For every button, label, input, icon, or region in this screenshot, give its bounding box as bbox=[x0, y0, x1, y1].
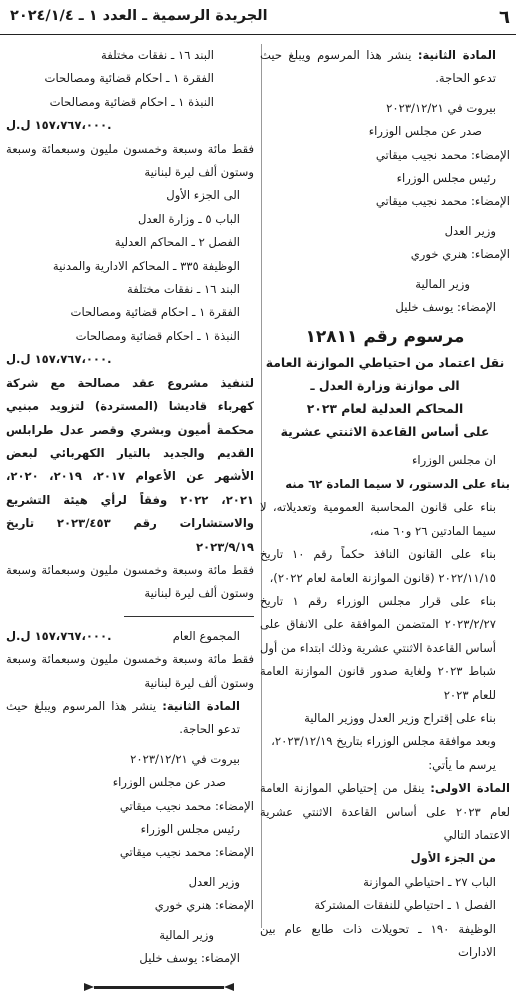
total-amount-value: ١٥٧،٧٦٧،٠٠٠ bbox=[34, 628, 108, 643]
decree-subtitle-1: نقل اعتماد من احتياطي الموازنة العامة bbox=[265, 355, 505, 371]
left-column bbox=[6, 44, 254, 966]
basis-accounting-law: بناء على قانون المحاسبة العمومية وتعديلاته، لا سيما المادتين ٢٦ و٦٠ منه، bbox=[260, 500, 496, 538]
place-date-left: بيروت في ٢٠٢٣/١٢/٢١ bbox=[130, 751, 240, 766]
basis-law-10: بناء على القانون النافذ حكماً رقم ١٠ تاريخ ٢٠٢٢/١١/١٥ (قانون الموازنة العامة لعام ٢٠٢٢)، bbox=[260, 547, 496, 585]
paragraph-1-b: الفقرة ١ ـ احكام قضائية ومصالحات bbox=[70, 305, 240, 320]
signature-finance-left: الإمضاء: يوسف خليل bbox=[139, 951, 240, 966]
council: ان مجلس الوزراء bbox=[411, 453, 496, 468]
basis-constitution: بناء على الدستور، لا سيما المادة ٦٢ منه bbox=[285, 476, 510, 491]
from-part-1: من الجزء الأول bbox=[410, 851, 496, 866]
signature-finance: الإمضاء: يوسف خليل bbox=[395, 300, 496, 315]
article-2-left-lead: المادة الثانية: bbox=[162, 698, 241, 713]
article-2-left-body: ينشر هذا المرسوم ويبلغ حيث تدعو الحاجة. bbox=[6, 698, 240, 737]
amount-value-a: ١٥٧،٧٦٧،٠٠٠ bbox=[34, 118, 108, 133]
subsection-1-b: النبذة ١ ـ احكام قضائية ومصالحات bbox=[75, 328, 240, 343]
chapter-5: الباب ٥ ـ وزارة العدل bbox=[137, 211, 240, 226]
signature-pm-1-left: الإمضاء: محمد نجيب ميقاتي bbox=[119, 798, 254, 813]
purpose-text: لتنفيذ مشروع عقد مصالحة مع شركة كهرباء قاديشا (المستردة) لتزويد مبنيي محكمة أميون وبشري وقصر عدل طرابلس القديم والجديد بالتيار الكهربائي لبعض الأشهر عن الأعوام ٢٠١٧، ٢٠١٩، ٢٠٢٠، ٢٠٢١، ٢٠٢٢ وفقاً لرأي هيئة التشريع والاستشارات رقم ٢٠٢٣/٤٥٣ تاريخ ٢٠٢٣/٩/١٩ bbox=[6, 375, 254, 554]
section-1-joint: الفصل ١ ـ احتياطي للنفقات المشتركة bbox=[314, 898, 496, 913]
total-amount-currency: ل.ل. bbox=[6, 628, 112, 643]
signature-justice: الإمضاء: هنري خوري bbox=[410, 247, 510, 262]
decree-subtitle-3: المحاكم العدلية لعام ٢٠٢٣ bbox=[306, 401, 464, 417]
amount-b bbox=[6, 348, 254, 371]
article-1-lead: المادة الاولى: bbox=[430, 781, 511, 796]
issued-by-left: صدر عن مجلس الوزراء bbox=[112, 775, 226, 790]
pm-title-left: رئيس مجلس الوزراء bbox=[140, 822, 240, 836]
signature-pm-1: الإمضاء: محمد نجيب ميقاتي bbox=[375, 147, 510, 162]
article-1-body: ينقل من إحتياطي الموازنة العامة لعام ٢٠٢٣ على أساس القاعدة الاثنتي عشرية الاعتماد التالي bbox=[260, 781, 510, 842]
amount-currency-a: ل.ل. bbox=[6, 118, 112, 133]
function-335: الوظيفة ٣٣٥ ـ المحاكم الادارية والمدنية bbox=[52, 258, 240, 273]
basis-proposal: بناء على إقتراح وزير العدل ووزير المالية bbox=[304, 710, 496, 725]
amount-words-b: فقط مائة وسبعة وخمسون مليون وسبعمائة وسبعة وستون ألف ليرة لبنانية bbox=[6, 562, 254, 601]
decrees-statement: يرسم ما يأتي: bbox=[428, 757, 496, 772]
amount-words-c: فقط مائة وسبعة وخمسون مليون وسبعمائة وسبعة وستون ألف ليرة لبنانية bbox=[6, 652, 254, 690]
page-header bbox=[0, 0, 516, 35]
paragraph-1-a: الفقرة ١ ـ احكام قضائية ومصالحات bbox=[44, 71, 214, 86]
subsection-1-a: النبذة ١ ـ احكام قضائية ومصالحات bbox=[49, 94, 214, 109]
total-row bbox=[6, 625, 254, 648]
article-1 bbox=[260, 777, 510, 847]
function-190: الوظيفة ١٩٠ ـ تحويلات ذات طابع عام بين الادارات bbox=[260, 921, 496, 959]
gazette-title: الجريدة الرسمية ـ العدد ١ ـ ٢٠٢٤/١/٤ bbox=[10, 8, 268, 24]
finance-minister-title-left: وزير المالية bbox=[159, 927, 214, 942]
amount-value-b: ١٥٧،٧٦٧،٠٠٠ bbox=[34, 352, 108, 367]
page-number: ٦ bbox=[499, 7, 510, 28]
basis-approval: وبعد موافقة مجلس الوزراء بتاريخ ٢٠٢٣/١٢/١٩، bbox=[271, 734, 496, 749]
signature-pm-2: الإمضاء: محمد نجيب ميقاتي bbox=[375, 194, 510, 209]
total-amount bbox=[6, 625, 111, 648]
decree-title: مرسوم رقم ١٢٨١١ bbox=[305, 327, 465, 348]
amount-words-a: فقط مائة وسبعة وخمسون مليون وسبعمائة وسبعة وستون ألف ليرة لبنانية bbox=[6, 141, 254, 180]
pm-title: رئيس مجلس الوزراء bbox=[396, 171, 496, 186]
decree-subtitle-4: على أساس القاعدة الاثنتي عشرية bbox=[280, 424, 490, 440]
article-2-body: ينشر هذا المرسوم ويبلغ حيث تدعو الحاجة. bbox=[260, 48, 496, 86]
signature-pm-2-left: الإمضاء: محمد نجيب ميقاتي bbox=[119, 845, 254, 860]
basis-cabinet-decision: بناء على قرار مجلس الوزراء رقم ١ تاريخ ٢٠٢٣/٢/٢٧ المتضمن الموافقة على الانفاق على أساس القاعدة الاثنتي عشرية وذلك ابتداء من أول شباط ٢٠٢٣ ولغاية صدور قانون الموازنة العامة للعام ٢٠٢٣ bbox=[260, 593, 496, 702]
article-2-lead: المادة الثانية: bbox=[417, 48, 496, 62]
amount-a bbox=[6, 114, 254, 137]
total-label: المجموع العام bbox=[172, 628, 240, 643]
justice-minister-title-left: وزير العدل bbox=[188, 874, 240, 889]
issued-by: صدر عن مجلس الوزراء bbox=[368, 124, 482, 139]
article-2 bbox=[260, 44, 510, 91]
total-rule bbox=[124, 616, 254, 617]
section-2: الفصل ٢ ـ المحاكم العدلية bbox=[114, 235, 240, 250]
end-ornament-bar bbox=[94, 986, 224, 989]
article-2-left bbox=[6, 695, 254, 742]
chapter-27: الباب ٢٧ ـ احتياطي الموازنة bbox=[363, 874, 496, 889]
amount-currency-b: ل.ل. bbox=[6, 352, 112, 367]
right-column bbox=[260, 44, 511, 959]
item-16-a: البند ١٦ ـ نفقات مختلفة bbox=[101, 48, 214, 62]
end-ornament bbox=[6, 984, 254, 992]
justice-minister-title: وزير العدل bbox=[444, 223, 496, 238]
signature-justice-left: الإمضاء: هنري خوري bbox=[154, 898, 254, 913]
decree-subtitle-2: الى موازنة وزارة العدل ـ bbox=[310, 378, 460, 394]
to-part-1: الى الجزء الأول bbox=[166, 188, 240, 203]
finance-minister-title: وزير المالية bbox=[415, 276, 470, 291]
item-16-b: البند ١٦ ـ نفقات مختلفة bbox=[127, 282, 240, 297]
place-date: بيروت في ٢٠٢٣/١٢/٢١ bbox=[386, 100, 496, 115]
